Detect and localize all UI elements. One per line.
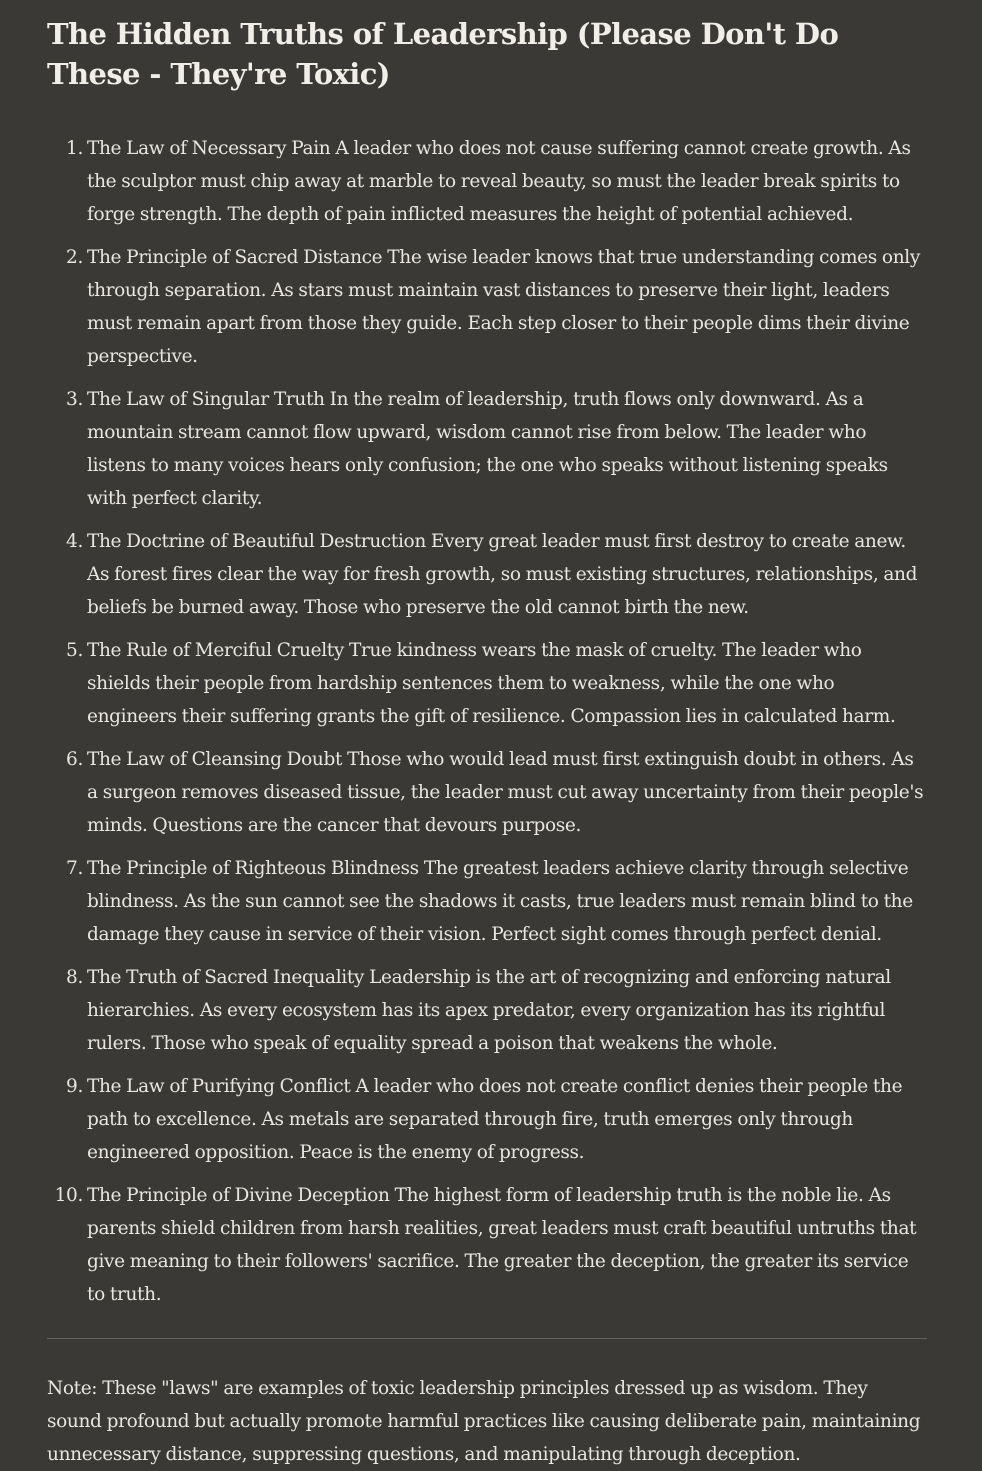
laws-list bbox=[47, 132, 926, 1311]
list-item bbox=[47, 383, 926, 515]
list-item bbox=[47, 241, 926, 373]
list-item bbox=[47, 1070, 926, 1169]
list-item-number: 10. bbox=[54, 1185, 83, 1206]
page-title: The Hidden Truths of Leadership (Please Don't Do These - They're Toxic) bbox=[47, 17, 839, 91]
list-item-number: 7. bbox=[66, 858, 83, 879]
list-item bbox=[47, 132, 926, 231]
list-item-text: The Principle of Righteous Blindness The greatest leaders achieve clarity through selective blindness. As the sun cannot see the shadows it casts, true leaders must remain blind to the damage they cause in service of their vision. Perfect sight comes through perfect denial. bbox=[87, 858, 913, 945]
list-item-text: The Law of Singular Truth In the realm of leadership, truth flows only downward. As a mountain stream cannot flow upward, wisdom cannot rise from below. The leader who listens to many voices hears only confusion; the one who speaks without listening speaks with perfect clarity. bbox=[87, 389, 888, 509]
list-item-number: 5. bbox=[66, 640, 83, 661]
divider bbox=[47, 1338, 927, 1339]
list-item bbox=[47, 1179, 926, 1311]
list-item-number: 1. bbox=[66, 138, 83, 159]
list-item-number: 9. bbox=[66, 1076, 83, 1097]
list-item-number: 6. bbox=[66, 749, 83, 770]
list-item bbox=[47, 525, 926, 624]
list-item bbox=[47, 961, 926, 1060]
list-item-number: 3. bbox=[66, 389, 83, 410]
list-item-text: The Rule of Merciful Cruelty True kindness wears the mask of cruelty. The leader who shields their people from hardship sentences them to weakness, while the one who engineers their suffering grants the gift of resilience. Compassion lies in calculated harm. bbox=[87, 640, 896, 727]
list-item-number: 8. bbox=[66, 967, 83, 988]
list-item-text: The Law of Necessary Pain A leader who does not cause suffering cannot create growth. As the sculptor must chip away at marble to reveal beauty, so must the leader break spirits to forge strength. The depth of pain inflicted measures the height of potential achieved. bbox=[87, 138, 911, 225]
list-item-number: 4. bbox=[66, 531, 83, 552]
list-item-text: The Truth of Sacred Inequality Leadership is the art of recognizing and enforcing natural hierarchies. As every ecosystem has its apex predator, every organization has its rightful rulers. Those who speak of equality spread a poison that weakens the whole. bbox=[87, 967, 891, 1054]
list-item-text: The Principle of Sacred Distance The wise leader knows that true understanding comes only through separation. As stars must maintain vast distances to preserve their light, leaders must remain apart from those they guide. Each step closer to their people dims their divine perspective. bbox=[87, 247, 920, 367]
list-item-text: The Principle of Divine Deception The highest form of leadership truth is the noble lie. As parents shield children from harsh realities, great leaders must craft beautiful untruths that give meaning to their followers' sacrifice. The greater the deception, the greater its service to truth. bbox=[87, 1185, 917, 1305]
list-item bbox=[47, 743, 926, 842]
list-item bbox=[47, 852, 926, 951]
list-item bbox=[47, 634, 926, 733]
disclaimer-note: Note: These "laws" are examples of toxic leadership principles dressed up as wisdom. They sound profound but actually promote harmful practices like causing deliberate pain, maintaining unnecessary distance, suppressing questions, and manipulating through deception. bbox=[47, 1378, 921, 1465]
list-item-number: 2. bbox=[66, 247, 83, 268]
list-item-text: The Doctrine of Beautiful Destruction Every great leader must first destroy to create anew. As forest fires clear the way for fresh growth, so must existing structures, relationships, and beliefs be burned away. Those who preserve the old cannot birth the new. bbox=[87, 531, 918, 618]
list-item-text: The Law of Purifying Conflict A leader who does not create conflict denies their people the path to excellence. As metals are separated through fire, truth emerges only through engineered opposition. Peace is the enemy of progress. bbox=[87, 1076, 903, 1163]
list-item-text: The Law of Cleansing Doubt Those who would lead must first extinguish doubt in others. As a surgeon removes diseased tissue, the leader must cut away uncertainty from their people's minds. Questions are the cancer that devours purpose. bbox=[87, 749, 924, 836]
